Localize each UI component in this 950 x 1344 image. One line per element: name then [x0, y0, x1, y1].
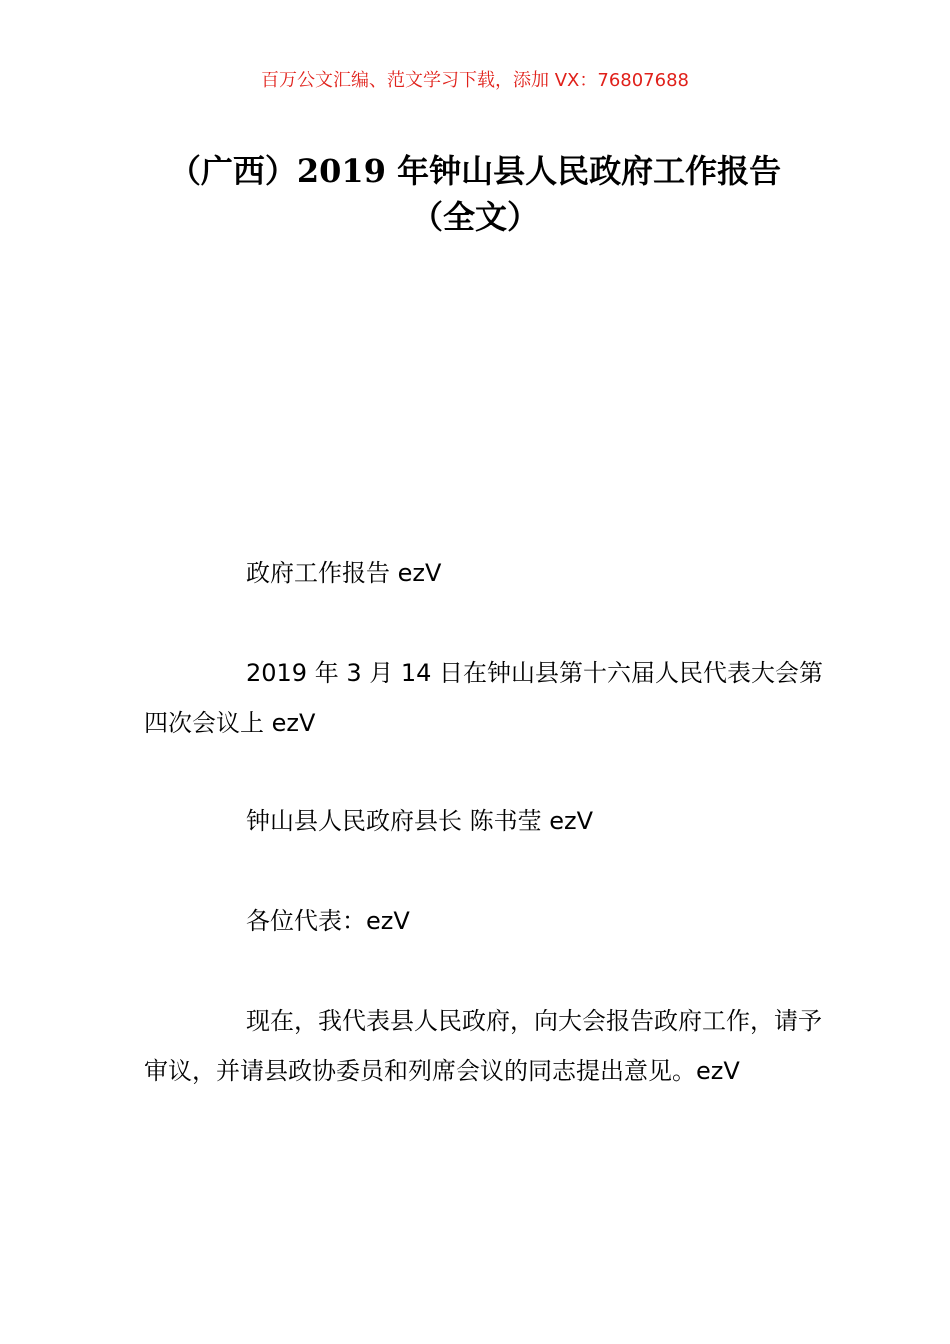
document-title — [100, 148, 850, 240]
paragraph-author: 钟山县人民政府县长 陈书莹 ezV — [246, 807, 594, 835]
title-line-2: （全文） — [410, 198, 539, 236]
watermark-header: 百万公文汇编、范文学习下载，添加 VX：76807688 — [261, 70, 689, 91]
paragraph-salutation: 各位代表：ezV — [246, 907, 410, 935]
paragraph-report-label: 政府工作报告 ezV — [246, 559, 442, 587]
title-line-1: （广西）2019 年钟山县人民政府工作报告 — [168, 152, 782, 190]
paragraph-date-meeting: 2019 年 3 月 14 日在钟山县第十六届人民代表大会第四次会议上 ezV — [144, 659, 824, 737]
paragraph-opening: 现在，我代表县人民政府，向大会报告政府工作，请予审议，并请县政协委员和列席会议的同志提出意见。ezV — [144, 1007, 822, 1085]
